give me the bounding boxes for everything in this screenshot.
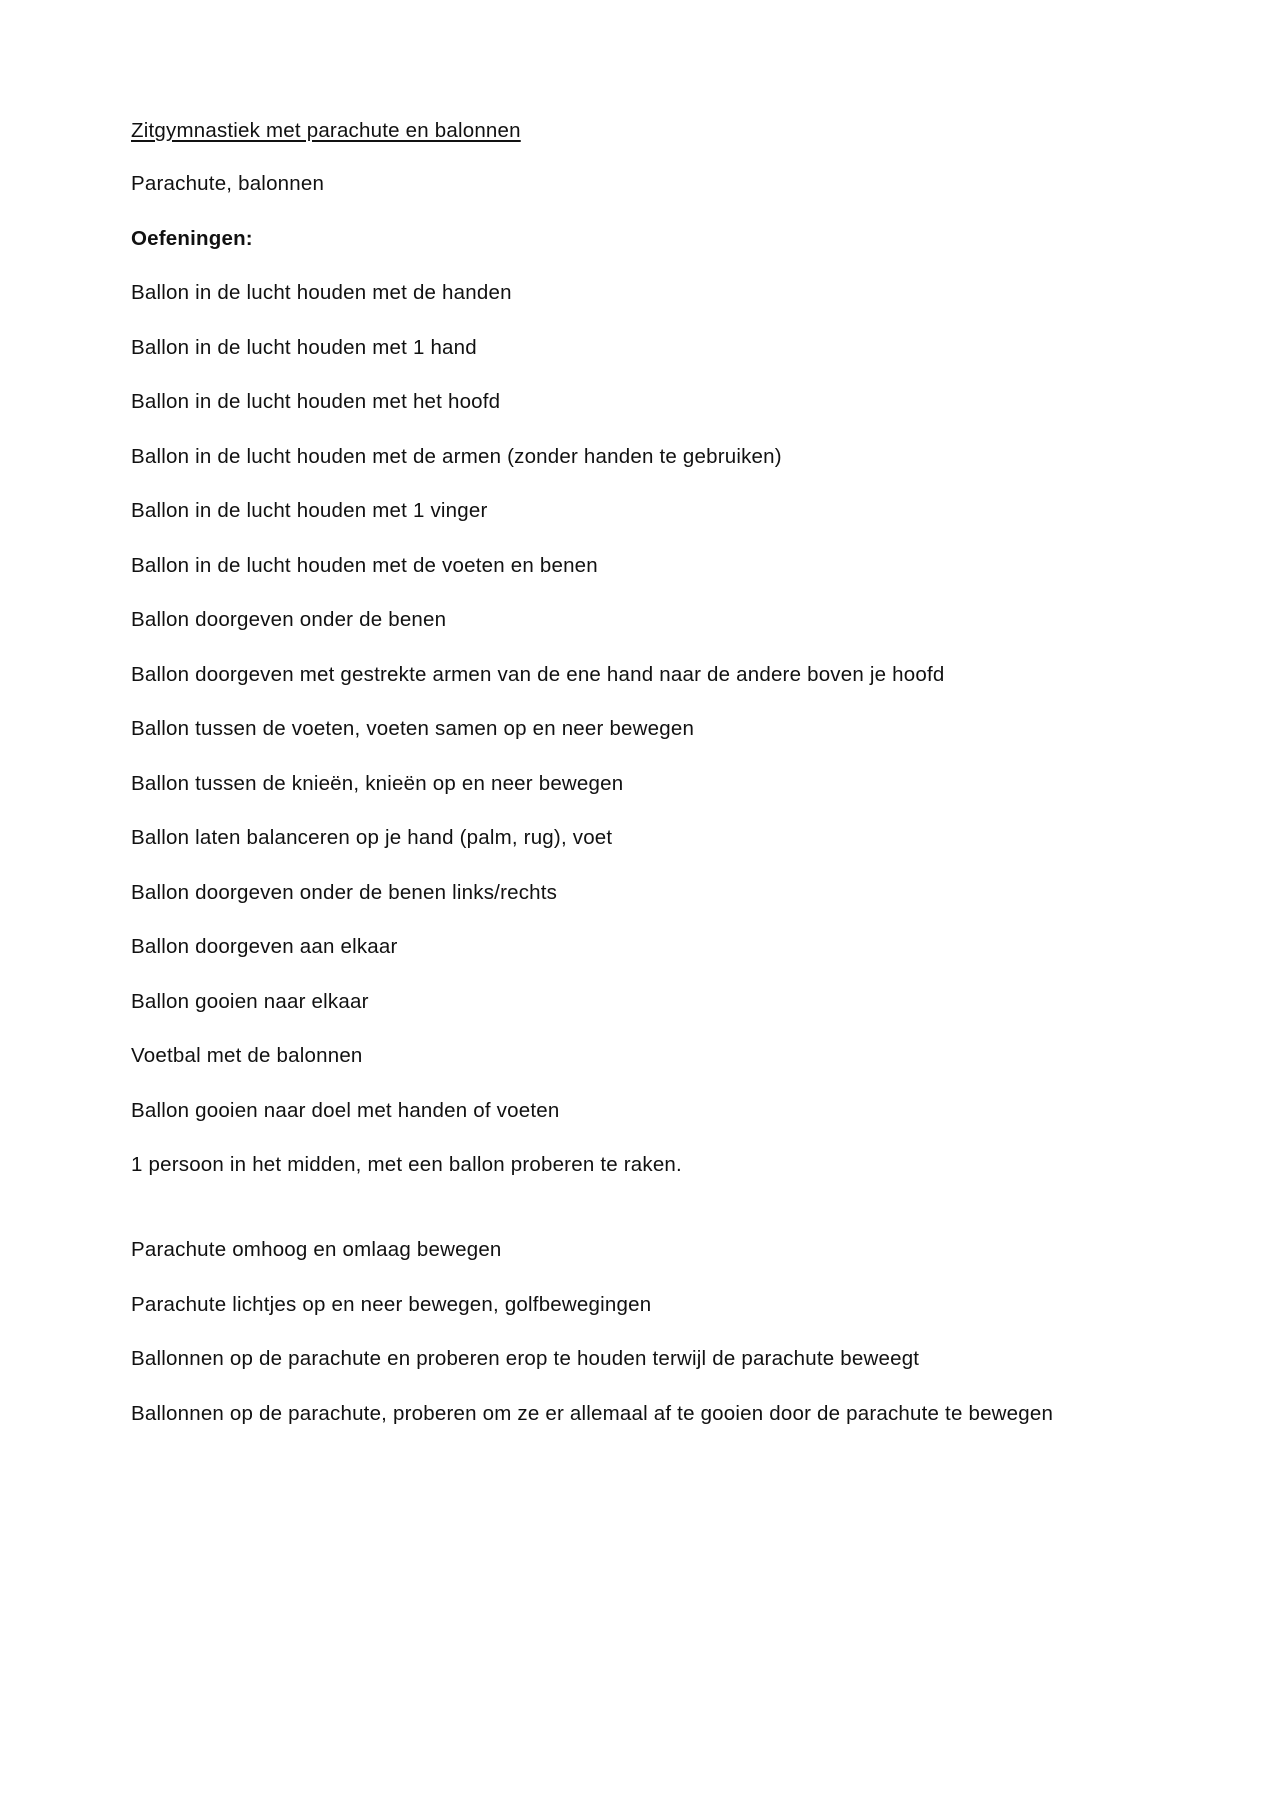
balloon-exercise-line: Ballon tussen de voeten, voeten samen op en neer bewegen xyxy=(131,717,695,740)
balloon-exercise-line: Ballon in de lucht houden met de voeten en benen xyxy=(131,553,598,577)
balloon-exercise-line: Ballon in de lucht houden met 1 hand xyxy=(131,335,477,359)
balloon-exercise-line: Ballon gooien naar elkaar xyxy=(131,989,369,1013)
document-title: Zitgymnastiek met parachute en balonnen xyxy=(131,119,521,142)
balloon-exercise-line: Ballon gooien naar doel met handen of voeten xyxy=(131,1098,560,1122)
balloon-exercise-line: Voetbal met de balonnen xyxy=(131,1044,363,1067)
balloon-exercise-line: Ballon laten balanceren op je hand (palm, rug), voet xyxy=(131,826,613,849)
balloon-exercise-line: Ballon doorgeven onder de benen links/rechts xyxy=(131,880,558,904)
balloon-exercise-line: Ballon in de lucht houden met het hoofd xyxy=(131,390,501,413)
parachute-exercise-line: Ballonnen op de parachute en proberen erop te houden terwijl de parachute beweegt xyxy=(131,1347,920,1370)
balloon-exercise-line: Ballon tussen de knieën, knieën op en neer bewegen xyxy=(131,771,624,795)
balloon-exercise-line: Ballon in de lucht houden met de handen xyxy=(131,281,512,304)
balloon-exercise-line: Ballon doorgeven aan elkaar xyxy=(131,935,398,958)
parachute-exercise-line: Parachute lichtjes op en neer bewegen, golfbewegingen xyxy=(131,1292,652,1316)
document-body xyxy=(131,118,1131,1426)
balloon-exercise-line: Ballon in de lucht houden met de armen (zonder handen te gebruiken) xyxy=(131,444,782,468)
balloon-exercise-line: 1 persoon in het midden, met een ballon proberen te raken. xyxy=(131,1153,682,1176)
parachute-exercise-line: Parachute omhoog en omlaag bewegen xyxy=(131,1238,502,1261)
balloon-exercise-line: Ballon doorgeven onder de benen xyxy=(131,608,447,631)
exercises-heading: Oefeningen: xyxy=(131,226,253,250)
materials-line: Parachute, balonnen xyxy=(131,172,325,195)
balloon-exercise-line: Ballon in de lucht houden met 1 vinger xyxy=(131,499,488,522)
parachute-exercise-line: Ballonnen op de parachute, proberen om ze er allemaal af te gooien door de parachute te bewegen xyxy=(131,1401,1054,1425)
balloon-exercise-line: Ballon doorgeven met gestrekte armen van de ene hand naar de andere boven je hoofd xyxy=(131,662,945,686)
